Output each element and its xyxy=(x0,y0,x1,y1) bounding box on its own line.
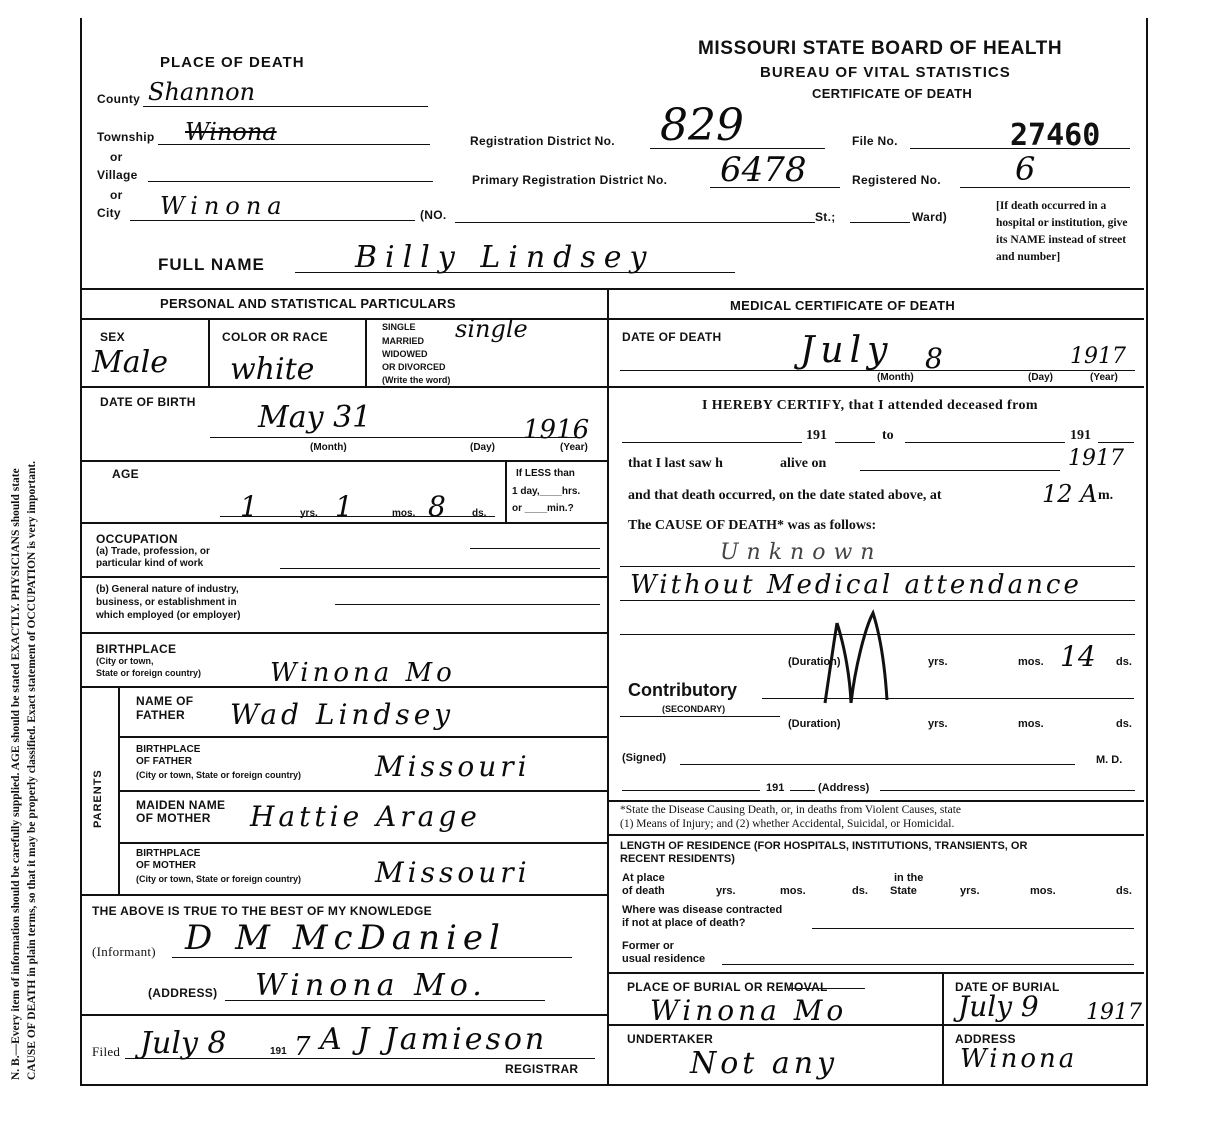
state-mos: mos. xyxy=(1030,885,1056,897)
duration-label: (Duration) xyxy=(788,656,841,668)
informant-label: (Informant) xyxy=(92,944,156,959)
filed-date-value: July 8 xyxy=(140,1026,227,1061)
to-191: 191 xyxy=(1070,428,1091,443)
registered-no-label: Registered No. xyxy=(852,173,941,187)
burial-place-label: PLACE OF BURIAL OR REMOVAL xyxy=(627,980,828,994)
to-label: to xyxy=(882,428,894,443)
dob-month-label: (Month) xyxy=(310,442,347,453)
place-of-death-heading: PLACE OF DEATH xyxy=(160,54,305,71)
death-day-label: (Day) xyxy=(1028,372,1054,383)
contributory-ds: ds. xyxy=(1116,718,1132,730)
death-year-value: 1917 xyxy=(1070,344,1126,369)
father-birthplace-value: Missouri xyxy=(375,750,531,783)
marital-value: single xyxy=(455,315,528,343)
dob-label: DATE OF BIRTH xyxy=(100,395,196,409)
last-saw-year: 1917 xyxy=(1068,446,1124,471)
burial-date-value: July 9 xyxy=(958,990,1039,1023)
in-the-label: in the xyxy=(894,872,924,884)
father-label-2: FATHER xyxy=(136,708,185,722)
former-1: Former or xyxy=(622,940,674,952)
primary-district-value: 6478 xyxy=(720,150,807,190)
primary-district-label: Primary Registration District No. xyxy=(472,173,668,187)
write-word-label: (Write the word) xyxy=(382,375,451,385)
from-191: 191 xyxy=(806,428,827,443)
reg-district-value: 829 xyxy=(660,100,744,151)
scribble-mark xyxy=(815,608,895,708)
address-label: (ADDRESS) xyxy=(148,986,218,1000)
st-label: St.; xyxy=(815,210,836,224)
contracted-2: if not at place of death? xyxy=(622,917,746,929)
filed-label: Filed xyxy=(92,1044,121,1059)
age-ds-label: ds. xyxy=(472,508,487,519)
at-place-yrs: yrs. xyxy=(716,885,736,897)
or-label-2: or xyxy=(110,188,123,202)
cause-line-1: Unknown xyxy=(720,540,883,565)
color-value: white xyxy=(230,352,315,387)
mother-name-value: Hattie Arage xyxy=(250,800,481,833)
bp-father-sub: (City or town, State or foreign country) xyxy=(136,770,302,780)
file-no-value: 27460 xyxy=(1010,118,1101,153)
filed-year-value: 7 xyxy=(294,1032,311,1062)
full-name-label: FULL NAME xyxy=(158,255,265,274)
board-title: MISSOURI STATE BOARD OF HEALTH xyxy=(698,38,1063,59)
dob-year-label: (Year) xyxy=(560,442,588,453)
age-mos-label: mos. xyxy=(392,508,416,519)
dob-month-value: May 31 xyxy=(258,400,372,435)
last-saw-alive: alive on xyxy=(780,456,827,471)
medical-heading: MEDICAL CERTIFICATE OF DEATH xyxy=(730,298,956,313)
death-occurred-text: and that death occurred, on the date stated above, at xyxy=(628,488,942,503)
registrar-label: REGISTRAR xyxy=(505,1062,579,1076)
personal-heading: PERSONAL AND STATISTICAL PARTICULARS xyxy=(160,296,456,311)
burial-place-value: Winona Mo xyxy=(650,994,848,1027)
county-label: County xyxy=(97,92,141,106)
at-place-ds: ds. xyxy=(852,885,868,897)
death-month-label: (Month) xyxy=(877,372,914,383)
parents-label: PARENTS xyxy=(92,769,104,828)
dob-day-label: (Day) xyxy=(470,442,496,453)
cause-label: The CAUSE OF DEATH* was as follows: xyxy=(628,518,877,533)
full-name-value: Billy Lindsey xyxy=(355,240,655,275)
cause-line-2: Without Medical attendance xyxy=(630,570,1082,600)
file-no-label: File No. xyxy=(852,134,898,148)
signed-label: (Signed) xyxy=(622,752,666,764)
county-value: Shannon xyxy=(148,78,256,106)
sex-label: SEX xyxy=(100,330,125,344)
age-yrs-value: 1 xyxy=(240,490,258,523)
contributory-yrs: yrs. xyxy=(928,718,948,730)
age-yrs-label: yrs. xyxy=(300,508,318,519)
secondary-label: (SECONDARY) xyxy=(662,704,726,714)
divorced-label: OR DIVORCED xyxy=(382,362,446,372)
age-ds-value: 8 xyxy=(428,490,446,523)
bp-mother-label-2: OF MOTHER xyxy=(136,860,196,871)
birthplace-value: Winona Mo xyxy=(270,658,456,688)
md-label: M. D. xyxy=(1096,754,1123,766)
mother-label-2: OF MOTHER xyxy=(136,811,211,825)
footnote-1: *State the Disease Causing Death, or, in deaths from Violent Causes, state xyxy=(620,804,962,816)
state-yrs: yrs. xyxy=(960,885,980,897)
registrar-signature: A J Jamieson xyxy=(320,1022,548,1057)
death-hour-value: 12 A xyxy=(1042,480,1098,508)
burial-year-value: 1917 xyxy=(1086,1000,1142,1025)
hospital-note: [If death occurred in a hospital or institution, give its NAME instead of street and number] xyxy=(996,200,1128,263)
certify-text: I HEREBY CERTIFY, that I attended deceased from xyxy=(702,398,1038,413)
less-than-2: 1 day,____hrs. xyxy=(512,486,581,497)
footnote-2: (1) Means of Injury; and (2) whether Accidental, Suicidal, or Homicidal. xyxy=(620,818,955,830)
bp-mother-sub: (City or town, State or foreign country) xyxy=(136,874,302,884)
former-2: usual residence xyxy=(622,953,706,965)
single-label: SINGLE xyxy=(382,322,416,332)
less-than-1: If LESS than xyxy=(516,468,575,479)
sex-value: Male xyxy=(92,345,168,380)
undertaker-value: Not any xyxy=(690,1046,839,1081)
bureau-title: BUREAU OF VITAL STATISTICS xyxy=(760,64,1011,81)
death-month-value: July xyxy=(800,330,894,371)
duration-ds-value: 14 xyxy=(1060,640,1096,673)
less-than-3: or ____min.? xyxy=(512,503,574,514)
birthplace-sub-2: State or foreign country) xyxy=(96,668,202,678)
filed-year-prefix: 191 xyxy=(270,1046,287,1057)
contributory-duration: (Duration) xyxy=(788,718,841,730)
death-year-label: (Year) xyxy=(1090,372,1118,383)
no-label: (NO. xyxy=(420,208,447,222)
contracted-1: Where was disease contracted xyxy=(622,904,783,916)
father-label-1: NAME OF xyxy=(136,694,194,708)
widowed-label: WIDOWED xyxy=(382,349,428,359)
married-label: MARRIED xyxy=(382,336,424,346)
occupation-b-3: which employed (or employer) xyxy=(96,610,241,621)
undertaker-address-label: ADDRESS xyxy=(955,1032,1016,1046)
occupation-b-2: business, or establishment in xyxy=(96,597,237,608)
reg-district-label: Registration District No. xyxy=(470,134,615,148)
undertaker-address-value: Winona xyxy=(960,1044,1078,1074)
informant-address-value: Winona Mo. xyxy=(255,968,487,1003)
bp-father-label-2: OF FATHER xyxy=(136,756,192,767)
duration-yrs: yrs. xyxy=(928,656,948,668)
true-statement: THE ABOVE IS TRUE TO THE BEST OF MY KNOWLEDGE xyxy=(92,904,432,918)
age-label: AGE xyxy=(112,467,139,481)
father-name-value: Wad Lindsey xyxy=(230,698,455,731)
or-label-1: or xyxy=(110,150,123,164)
state-label: State xyxy=(890,885,917,897)
of-death-label: of death xyxy=(622,885,665,897)
at-place-label: At place xyxy=(622,872,665,884)
bp-father-label-1: BIRTHPLACE xyxy=(136,744,201,755)
contributory-label: Contributory xyxy=(628,680,737,700)
undertaker-label: UNDERTAKER xyxy=(627,1032,714,1046)
bp-mother-label-1: BIRTHPLACE xyxy=(136,848,201,859)
city-value: Winona xyxy=(160,192,288,220)
contributory-mos: mos. xyxy=(1018,718,1044,730)
death-day-value: 8 xyxy=(925,342,943,375)
mother-label-1: MAIDEN NAME xyxy=(136,798,226,812)
occupation-a-1: (a) Trade, profession, or xyxy=(96,546,210,557)
dob-year-value: 1916 xyxy=(523,415,590,445)
birthplace-sub-1: (City or town, xyxy=(96,656,154,666)
residence-1: LENGTH OF RESIDENCE (FOR HOSPITALS, INSTITUTIONS, TRANSIENTS, OR xyxy=(620,840,1028,852)
color-label: COLOR OR RACE xyxy=(222,330,328,344)
age-mos-value: 1 xyxy=(335,490,353,523)
residence-2: RECENT RESIDENTS) xyxy=(620,853,735,865)
date-of-death-label: DATE OF DEATH xyxy=(622,330,722,344)
city-label: City xyxy=(97,206,121,220)
registered-no-value: 6 xyxy=(1015,150,1036,188)
township-value: Winona xyxy=(185,118,277,146)
duration-mos: mos. xyxy=(1018,656,1044,668)
burial-date-label: DATE OF BURIAL xyxy=(955,980,1060,994)
village-label: Village xyxy=(97,168,138,182)
certificate-title: CERTIFICATE OF DEATH xyxy=(812,86,973,101)
occupation-a-2: particular kind of work xyxy=(96,558,204,569)
birthplace-label: BIRTHPLACE xyxy=(96,642,177,656)
occupation-b-1: (b) General nature of industry, xyxy=(96,584,239,595)
signed-191: 191 xyxy=(766,782,785,794)
at-place-mos: mos. xyxy=(780,885,806,897)
m-label: m. xyxy=(1098,488,1114,503)
ward-label: Ward) xyxy=(912,210,948,224)
signed-address: (Address) xyxy=(818,782,870,794)
occupation-label: OCCUPATION xyxy=(96,532,178,546)
state-ds: ds. xyxy=(1116,885,1132,897)
township-label: Township xyxy=(97,130,155,144)
mother-birthplace-value: Missouri xyxy=(375,856,531,889)
side-note-line1: N. B.—Every item of information should be carefully supplied. AGE should be stated EXACTLY. PHYSICIANS should state xyxy=(10,468,22,1080)
duration-ds: ds. xyxy=(1116,656,1132,668)
informant-value: D M McDaniel xyxy=(185,918,506,958)
last-saw-text: that I last saw h xyxy=(628,456,723,471)
side-note-line2: CAUSE OF DEATH in plain terms, so that it may be properly classified. Exact statement of OCCUPATION is very important. xyxy=(26,460,38,1080)
